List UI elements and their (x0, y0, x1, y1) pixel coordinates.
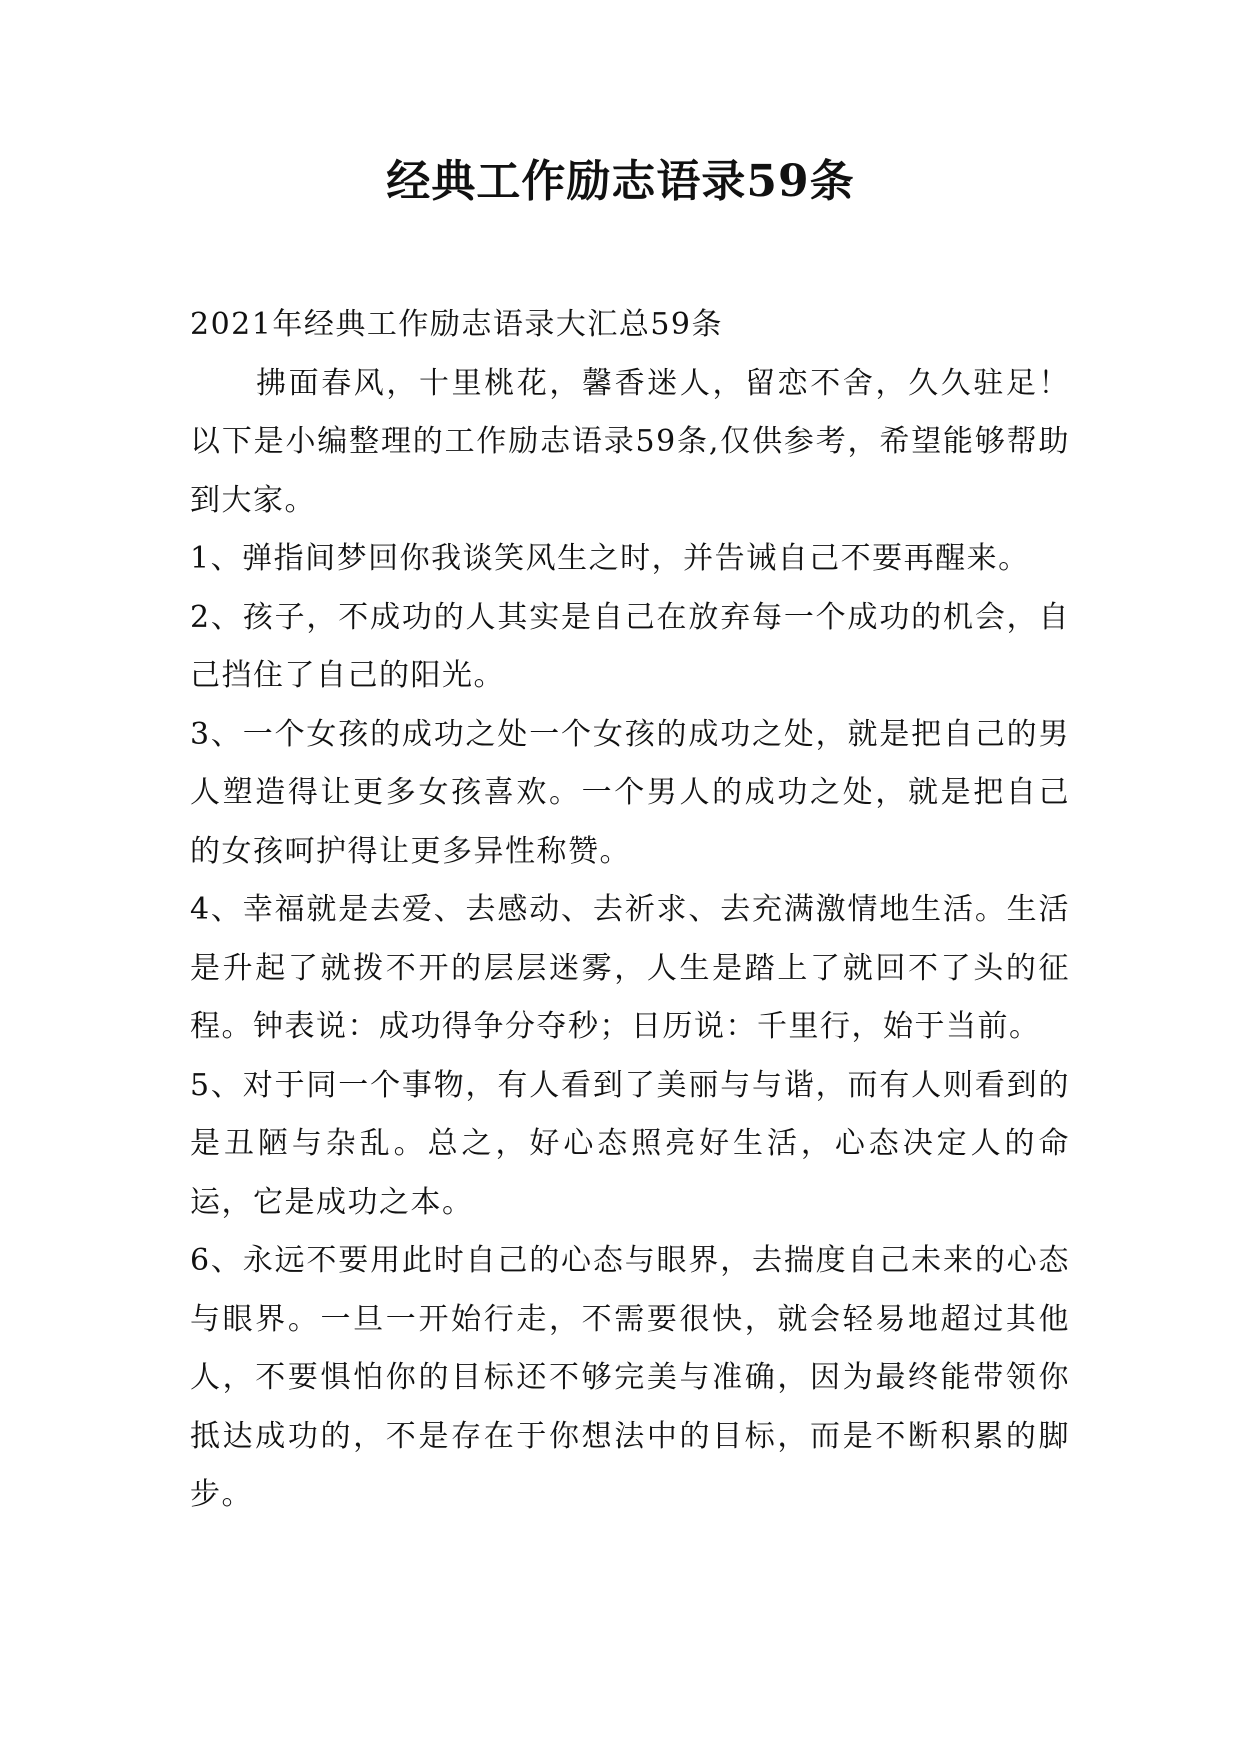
quote-paragraph-5: 5、对于同一个事物，有人看到了美丽与与谐，而有人则看到的是丑陋与杂乱。总之，好心态照亮好生活，心态决定人的命运，它是成功之本。 (190, 1067, 1070, 1220)
intro-paragraph: 拂面春风，十里桃花，馨香迷人，留恋不舍，久久驻足！以下是小编整理的工作励志语录59条,仅供参考，希望能够帮助到大家。 (190, 365, 1070, 518)
quote-paragraph-4: 4、幸福就是去爱、去感动、去祈求、去充满激情地生活。生活是升起了就拨不开的层层迷雾，人生是踏上了就回不了头的征程。钟表说：成功得争分夺秒；日历说：千里行，始于当前。 (190, 892, 1070, 1044)
quote-paragraph-3: 3、一个女孩的成功之处一个女孩的成功之处，就是把自己的男人塑造得让更多女孩喜欢。一个男人的成功之处，就是把自己的女孩呵护得让更多异性称赞。 (190, 716, 1070, 869)
document-body (190, 296, 1070, 1525)
quote-paragraph-2: 2、孩子，不成功的人其实是自己在放弃每一个成功的机会，自己挡住了自己的阳光。 (190, 599, 1070, 693)
quote-paragraph-6: 6、永远不要用此时自己的心态与眼界，去揣度自己未来的心态与眼界。一旦一开始行走，不需要很快，就会轻易地超过其他人，不要惧怕你的目标还不够完美与准确，因为最终能带领你抵达成功的，不是存在于你想法中的目标，而是不断积累的脚步。 (190, 1243, 1070, 1512)
document-title: 经典工作励志语录59条 (386, 156, 855, 207)
subtitle-paragraph: 2021年经典工作励志语录大汇总59条 (190, 307, 724, 342)
quote-paragraph-1: 1、弹指间梦回你我谈笑风生之时，并告诫自己不要再醒来。 (190, 541, 1030, 576)
